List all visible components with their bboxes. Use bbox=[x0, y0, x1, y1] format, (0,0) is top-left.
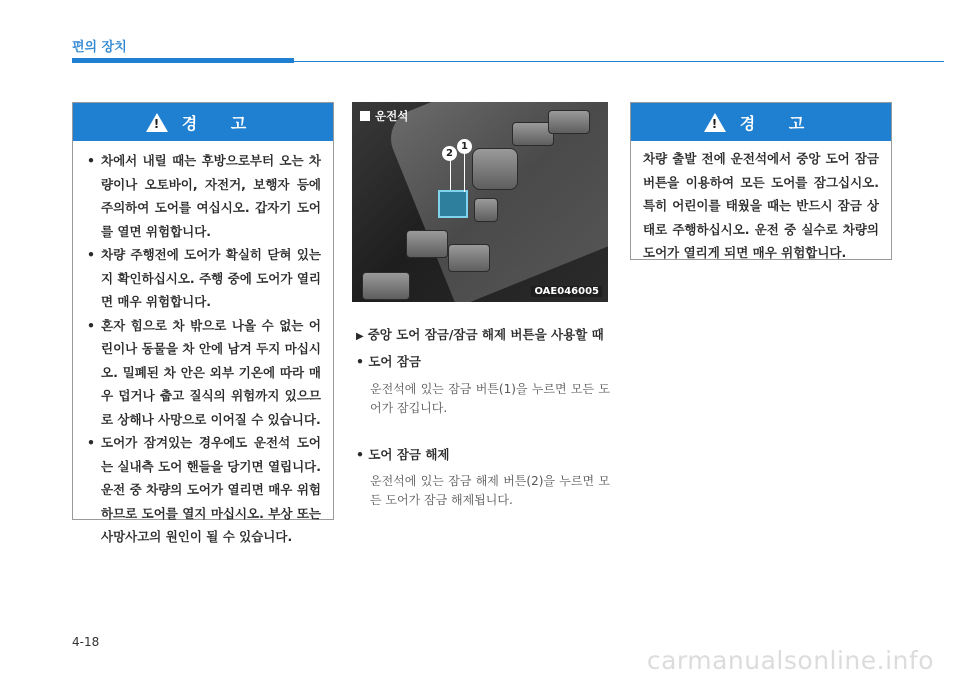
photo-label bbox=[360, 108, 408, 124]
triangle-arrow-icon: ▶ bbox=[356, 331, 364, 342]
warning-item: • 도어가 잠겨있는 경우에도 운전석 도어는 실내측 도어 핸들을 당기면 열립니다. 운전 중 차량의 도어가 열리면 매우 위험하므로 도어를 열지 마십시오. 부상 또는 사망사고의 원인이 될 수 있습니다. bbox=[87, 431, 321, 549]
central-lock-button-highlight bbox=[438, 190, 468, 218]
warning-item: • 혼자 힘으로 차 밖으로 나올 수 없는 어린이나 동물을 차 안에 남겨 두지 마십시오. 밀폐된 차 안은 외부 기온에 따라 매우 덥거나 춥고 질식의 위험까지 있으므로 상해나 사망으로 이어질 수 있습니다. bbox=[87, 314, 321, 432]
left-warning-title: 경 고 bbox=[181, 113, 261, 133]
right-warning-box bbox=[630, 102, 892, 260]
window-switch bbox=[406, 230, 448, 258]
item-title-lock: • 도어 잠금 bbox=[356, 354, 421, 369]
header-rule-thick bbox=[72, 58, 294, 63]
window-switch bbox=[448, 244, 490, 272]
page-number: 4-18 bbox=[72, 635, 100, 649]
warning-triangle-icon bbox=[704, 113, 726, 132]
right-warning-text: 차량 출발 전에 운전석에서 중앙 도어 잠금 버튼을 이용하여 모든 도어를 잠그십시오. 특히 어린이를 태웠을 때는 반드시 잠금 상태로 주행하십시오. 운전 중 실수로 차량의 도어가 열리게 되면 매우 위험합니다. bbox=[643, 151, 879, 260]
section-header-title: 편의 장치 bbox=[72, 40, 127, 55]
window-lock-switch bbox=[474, 198, 498, 222]
callout-1: 1 bbox=[457, 139, 472, 154]
right-warning-title: 경 고 bbox=[739, 113, 819, 133]
callout-2: 2 bbox=[442, 146, 457, 161]
right-warning-header bbox=[631, 103, 891, 141]
window-switch bbox=[362, 272, 410, 300]
left-warning-header bbox=[73, 103, 333, 141]
window-switch bbox=[548, 110, 590, 134]
item-desc-unlock: 운전석에 있는 잠금 해제 버튼(2)을 누르면 모든 도어가 잠금 해제됩니다. bbox=[370, 474, 610, 507]
photo-label-text: 운전석 bbox=[375, 109, 409, 123]
warning-item: • 차량 주행전에 도어가 확실히 닫혀 있는지 확인하십시오. 주행 중에 도어가 열리면 매우 위험합니다. bbox=[87, 243, 321, 314]
item-desc-lock: 운전석에 있는 잠금 버튼(1)을 누르면 모든 도어가 잠깁니다. bbox=[370, 382, 610, 415]
watermark: carmanualsonline.info bbox=[646, 646, 934, 675]
square-icon bbox=[360, 111, 370, 121]
item-title-text: 도어 잠금 해제 bbox=[368, 447, 450, 462]
callout-leader-2 bbox=[450, 160, 451, 190]
door-switch-photo bbox=[352, 102, 608, 302]
callout-leader-1 bbox=[464, 152, 465, 192]
item-title-text: 도어 잠금 bbox=[368, 354, 421, 369]
header-rule-thin bbox=[294, 61, 944, 62]
photo-code: OAE046005 bbox=[531, 286, 602, 297]
section-title bbox=[356, 325, 604, 343]
mirror-control-switch bbox=[472, 148, 518, 190]
left-warning-list bbox=[87, 149, 321, 549]
warning-triangle-icon bbox=[146, 113, 168, 132]
section-title-text: 중앙 도어 잠금/잠금 해제 버튼을 사용할 때 bbox=[367, 327, 604, 342]
item-title-unlock: • 도어 잠금 해제 bbox=[356, 447, 450, 462]
warning-item: • 차에서 내릴 때는 후방으로부터 오는 차량이나 오토바이, 자전거, 보행자 등에 주의하여 도어를 여십시오. 갑자기 도어를 열면 위험합니다. bbox=[87, 149, 321, 243]
left-warning-box bbox=[72, 102, 334, 544]
left-warning-body bbox=[73, 141, 333, 559]
